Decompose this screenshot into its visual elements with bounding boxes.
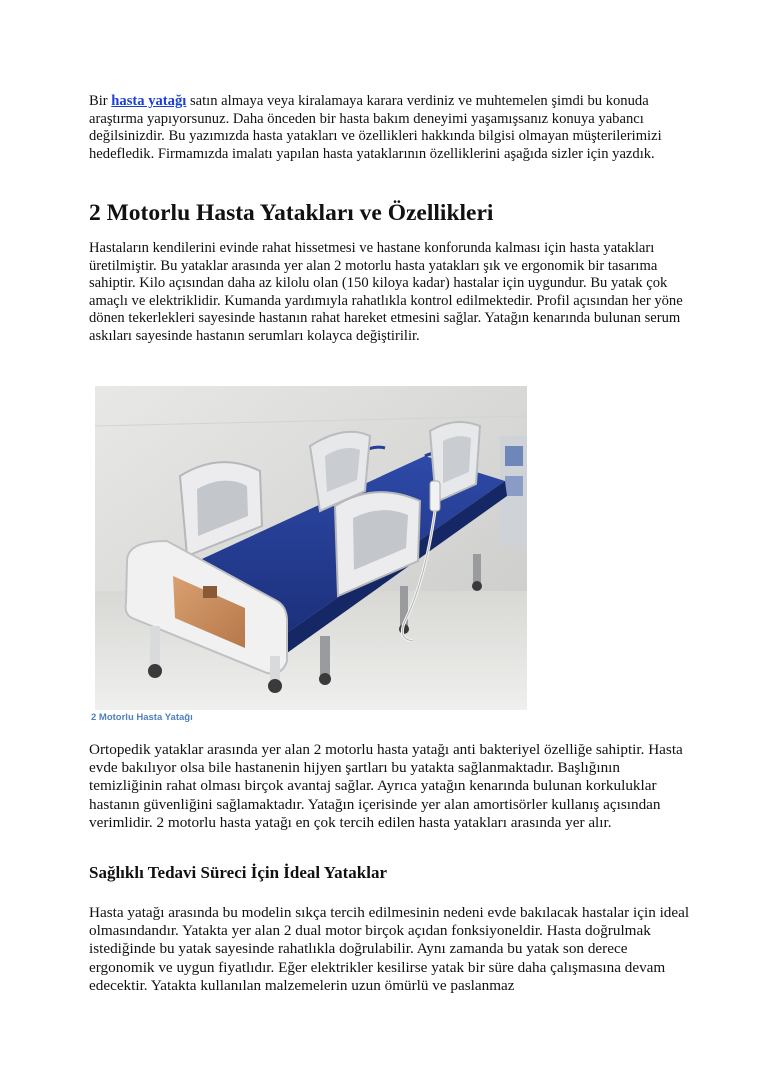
intro-paragraph <box>89 93 689 163</box>
section1-heading: 2 Motorlu Hasta Yatakları ve Özellikleri <box>89 200 494 226</box>
intro-text-start: Bir <box>89 93 112 109</box>
figure-caption: 2 Motorlu Hasta Yatağı <box>91 712 193 723</box>
hasta-yatagi-link[interactable]: hasta yatağı <box>111 93 187 109</box>
intro-text-rest: satın almaya veya kiralamaya karara verdiniz ve muhtemelen şimdi bu konuda araştırma yapıyorsunuz. Daha önceden bir hasta bakım deneyimi yaşamışsanız konuya yabancı değilsinizdir. Bu yazımızda hasta yatakları ve özellikleri hakkında bilgisi olmayan müşterilerimizi hedefledik. Firmamızda imalatı yapılan hasta yataklarının özelliklerini aşağıda sizler için yazdık. <box>89 93 662 162</box>
hospital-bed-photo <box>95 386 527 710</box>
section2-paragraph: Hasta yatağı arasında bu modelin sıkça tercih edilmesinin nedeni evde bakılacak hastalar için ideal olmasındandır. Yatakta yer alan 2 dual motor birçok açıdan fonksiyoneldir. Hasta doğrulmak istediğinde bu yatak sayesinde rahatlıkla doğrulabilir. Aynı zamanda bu yatak son derece ergonomik ve uygun fiyatlıdır. Eğer elektrikler kesilirse yatak bir süre daha çalışmasına devam edecektir. Yatakta kullanılan malzemelerin uzun ömürlü ve paslanmaz <box>89 904 690 994</box>
section1-paragraph: Hastaların kendilerini evinde rahat hissetmesi ve hastane konforunda kalması için hasta yatakları üretilmiştir. Bu yataklar arasında yer alan 2 motorlu hasta yatakları şık ve ergonomik bir tasarıma sahiptir. Kilo açısından daha az kilolu olan (150 kiloya kadar) hastalar için uygundur. Bu yatak çok amaçlı ve elektriklidir. Kumanda yardımıyla rahatlıkla kontrol edilmektedir. Profil açısından her yöne dönen tekerlekleri sayesinde hastanın rahat hareket etmesini sağlar. Yatağın kenarında bulunan serum askıları sayesinde hastanın serumları kolayca değiştirilir. <box>89 240 683 344</box>
section2-heading: Sağlıklı Tedavi Süreci İçin İdeal Yataklar <box>89 863 388 882</box>
section1b-paragraph: Ortopedik yataklar arasında yer alan 2 motorlu hasta yatağı anti bakteriyel özelliğe sahiptir. Hasta evde bakılıyor olsa bile hastanenin hijyen şartları bu yatakta sağlanmaktadır. Başlığının temizliğinin rahat olması birçok avantaj sağlar. Ayrıca yatağın kenarında bulunan korkuluklar hastanın güvenliğini sağlamaktadır. Yatağın içerisinde yer alan amortisörler kullanış açısından verimlidir. 2 motorlu hasta yatağı en çok tercih edilen hasta yatakları arasında yer alır. <box>89 741 683 831</box>
